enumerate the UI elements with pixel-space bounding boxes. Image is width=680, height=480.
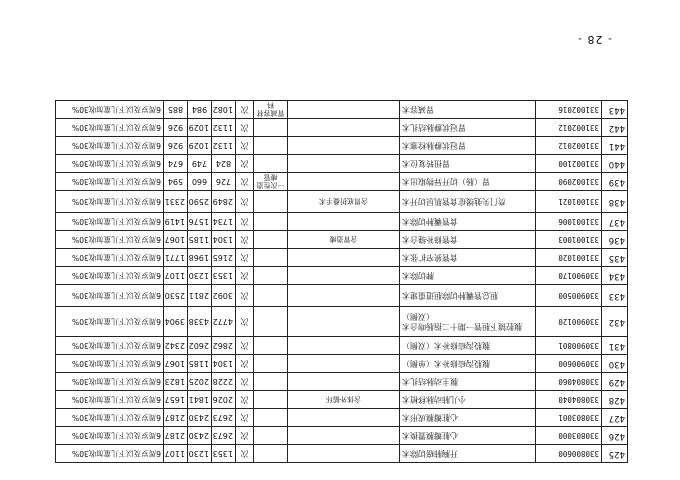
item-code: 331002090 (536, 173, 602, 191)
item-code: 330803000 (536, 427, 602, 445)
item-note: 6周岁及以下儿童加收30% (56, 445, 164, 463)
price-level-2: 2430 (188, 409, 212, 427)
item-note: 6周岁及以下儿童加收30% (56, 155, 164, 173)
row-index: 436 (602, 231, 628, 249)
row-index: 428 (602, 391, 628, 409)
price-level-3: 674 (164, 155, 188, 173)
item-code: 331002012 (536, 137, 602, 155)
table-row (56, 267, 628, 285)
price-level-1: 2165 (212, 249, 236, 267)
price-level-3: 926 (164, 119, 188, 137)
pricing-unit: 次 (236, 373, 254, 391)
item-content (288, 173, 400, 191)
row-index: 430 (602, 355, 628, 373)
price-level-3: 1107 (164, 267, 188, 285)
price-level-3: 594 (164, 173, 188, 191)
item-code: 331001006 (536, 213, 602, 231)
item-code: 330900500 (536, 285, 602, 307)
price-level-3: 885 (164, 101, 188, 119)
item-note: 6周岁及以下儿童加收30% (56, 307, 164, 337)
pricing-unit: 次 (236, 155, 254, 173)
excluded-content (254, 373, 288, 391)
item-note: 6周岁及以下儿童加收30% (56, 337, 164, 355)
pricing-unit: 次 (236, 119, 254, 137)
item-content (288, 119, 400, 137)
item-note: 6周岁及以下儿童加收30% (56, 137, 164, 155)
item-name: 胆总管囊肿切除胆道重建术 (400, 285, 536, 307)
excluded-content: 一次性造瘘管 (254, 173, 288, 191)
item-name: 心脏瓣膜置换术 (400, 427, 536, 445)
price-level-2: 660 (188, 173, 212, 191)
item-content (288, 445, 400, 463)
price-level-3: 2187 (164, 409, 188, 427)
price-level-1: 824 (212, 155, 236, 173)
excluded-content (254, 267, 288, 285)
excluded-content (254, 409, 288, 427)
pricing-unit: 次 (236, 337, 254, 355)
price-level-3: 926 (164, 137, 188, 155)
price-level-3: 1107 (164, 445, 188, 463)
row-index: 427 (602, 409, 628, 427)
price-level-2: 1841 (188, 391, 212, 409)
item-code: 330900600 (536, 355, 602, 373)
item-note: 6周岁及以下儿童加收30% (56, 101, 164, 119)
item-note: 6周岁及以下儿童加收30% (56, 249, 164, 267)
row-index: 443 (602, 101, 628, 119)
item-content (288, 267, 400, 285)
item-name: 胃减容术 (400, 101, 536, 119)
item-note: 6周岁及以下儿童加收30% (56, 391, 164, 409)
item-content (288, 249, 400, 267)
table-row (56, 231, 628, 249)
item-code: 331002016 (536, 101, 602, 119)
excluded-content (254, 155, 288, 173)
row-index: 431 (602, 337, 628, 355)
item-content: 含体外循环 (288, 391, 400, 409)
excluded-content (254, 307, 288, 337)
excluded-content (254, 119, 288, 137)
price-level-3: 1657 (164, 391, 188, 409)
excluded-content (254, 427, 288, 445)
item-code: 330804040 (536, 391, 602, 409)
table-row (56, 307, 628, 337)
item-code: 331002100 (536, 155, 602, 173)
item-name: 胃（肠）切开异物取出术 (400, 173, 536, 191)
price-level-2: 1230 (188, 267, 212, 285)
row-index: 439 (602, 173, 628, 191)
price-level-1: 1304 (212, 355, 236, 373)
price-level-1: 2673 (212, 427, 236, 445)
item-note: 6周岁及以下儿童加收30% (56, 213, 164, 231)
table-row (56, 355, 628, 373)
item-note: 6周岁及以下儿童加收30% (56, 355, 164, 373)
price-level-1: 1132 (212, 137, 236, 155)
item-content (288, 355, 400, 373)
item-name: 食管狭窄扩张术 (400, 249, 536, 267)
price-level-1: 4772 (212, 307, 236, 337)
item-content (288, 409, 400, 427)
table-row (56, 285, 628, 307)
table-row (56, 119, 628, 137)
price-level-1: 1353 (212, 445, 236, 463)
pricing-unit: 次 (236, 231, 254, 249)
item-note: 6周岁及以下儿童加收30% (56, 373, 164, 391)
excluded-content (254, 445, 288, 463)
item-code: 330803001 (536, 409, 602, 427)
item-name: 小儿肺动脉移植术 (400, 391, 536, 409)
price-level-1: 2673 (212, 409, 236, 427)
item-content (288, 101, 400, 119)
table-row (56, 137, 628, 155)
row-index: 425 (602, 445, 628, 463)
row-index: 441 (602, 137, 628, 155)
excluded-content (254, 191, 288, 213)
price-level-3: 1067 (164, 231, 188, 249)
price-level-1: 3092 (212, 285, 236, 307)
pricing-unit: 次 (236, 137, 254, 155)
row-index: 437 (602, 213, 628, 231)
item-code: 331002012 (536, 119, 602, 137)
row-index: 442 (602, 119, 628, 137)
item-content: 含胃底折叠手术 (288, 191, 400, 213)
excluded-content (254, 337, 288, 355)
item-content (288, 307, 400, 337)
pricing-unit: 次 (236, 267, 254, 285)
pricing-unit: 次 (236, 101, 254, 119)
item-name: 腹股沟疝修补术（单侧） (400, 355, 536, 373)
excluded-content (254, 213, 288, 231)
price-table (55, 100, 628, 463)
price-level-1: 726 (212, 173, 236, 191)
price-level-1: 1082 (212, 101, 236, 119)
pricing-unit: 次 (236, 427, 254, 445)
item-name: 腹腔镜下胆管一期十二指肠吻合术（双侧） (400, 307, 536, 337)
price-level-1: 2849 (212, 191, 236, 213)
price-level-2: 1029 (188, 119, 212, 137)
price-level-3: 2342 (164, 337, 188, 355)
price-level-3: 3904 (164, 307, 188, 337)
price-level-2: 1968 (188, 249, 212, 267)
price-level-2: 2025 (188, 373, 212, 391)
row-index: 432 (602, 307, 628, 337)
item-content (288, 213, 400, 231)
item-code: 330900170 (536, 267, 602, 285)
excluded-content: 胃减容材料 (254, 101, 288, 119)
pricing-unit: 次 (236, 285, 254, 307)
item-note: 6周岁及以下儿童加收30% (56, 409, 164, 427)
price-level-1: 1734 (212, 213, 236, 231)
item-name: 心脏瓣膜成形术 (400, 409, 536, 427)
table-row (56, 373, 628, 391)
price-level-3: 1771 (164, 249, 188, 267)
table-row (56, 391, 628, 409)
item-note: 6周岁及以下儿童加收30% (56, 267, 164, 285)
item-note: 6周岁及以下儿童加收30% (56, 119, 164, 137)
item-note: 6周岁及以下儿童加收30% (56, 191, 164, 213)
table-row (56, 337, 628, 355)
pricing-unit: 次 (236, 355, 254, 373)
item-name: 贲门失弛缓症食管肌层切开术 (400, 191, 536, 213)
row-index: 440 (602, 155, 628, 173)
price-level-2: 4338 (188, 307, 212, 337)
excluded-content (254, 285, 288, 307)
pricing-unit: 次 (236, 409, 254, 427)
price-level-2: 1185 (188, 355, 212, 373)
row-index: 435 (602, 249, 628, 267)
item-note: 6周岁及以下儿童加收30% (56, 173, 164, 191)
item-content (288, 155, 400, 173)
price-level-1: 1304 (212, 231, 236, 249)
item-note: 6周岁及以下儿童加收30% (56, 427, 164, 445)
price-level-2: 2602 (188, 337, 212, 355)
item-note: 6周岁及以下儿童加收30% (56, 231, 164, 249)
excluded-content (254, 391, 288, 409)
item-code: 330800600 (536, 445, 602, 463)
item-code: 331001020 (536, 249, 602, 267)
item-content (288, 427, 400, 445)
table-row (56, 445, 628, 463)
item-content: 含胃造瘘 (288, 231, 400, 249)
price-level-3: 2530 (164, 285, 188, 307)
table-row (56, 101, 628, 119)
price-level-2: 749 (188, 155, 212, 173)
table-row (56, 249, 628, 267)
item-code: 331001021 (536, 191, 602, 213)
item-code: 330804060 (536, 373, 602, 391)
pricing-unit: 次 (236, 191, 254, 213)
item-name: 脾切除术 (400, 267, 536, 285)
table-row (56, 173, 628, 191)
price-level-3: 1823 (164, 373, 188, 391)
price-level-1: 2228 (212, 373, 236, 391)
item-name: 开胸肺癌切除术 (400, 445, 536, 463)
price-level-2: 1576 (188, 213, 212, 231)
row-index: 426 (602, 427, 628, 445)
item-name: 腹主动脉结扎术 (400, 373, 536, 391)
table-row (56, 427, 628, 445)
pricing-unit: 次 (236, 213, 254, 231)
pricing-unit: 次 (236, 249, 254, 267)
table-row (56, 191, 628, 213)
price-level-2: 1230 (188, 445, 212, 463)
item-content (288, 373, 400, 391)
price-level-2: 2590 (188, 191, 212, 213)
item-code: 331001003 (536, 231, 602, 249)
price-level-1: 2026 (212, 391, 236, 409)
item-content (288, 137, 400, 155)
excluded-content (254, 249, 288, 267)
table-row (56, 409, 628, 427)
price-level-2: 1185 (188, 231, 212, 249)
price-level-2: 2430 (188, 427, 212, 445)
row-index: 429 (602, 373, 628, 391)
excluded-content (254, 137, 288, 155)
table-row (56, 213, 628, 231)
pricing-unit: 次 (236, 307, 254, 337)
item-name: 腹股沟疝修补术（双侧） (400, 337, 536, 355)
price-level-3: 1067 (164, 355, 188, 373)
item-name: 食管囊肿切除术 (400, 213, 536, 231)
price-level-1: 1353 (212, 267, 236, 285)
item-name: 胃冠状静脉栓塞术 (400, 137, 536, 155)
item-note: 6周岁及以下儿童加收30% (56, 285, 164, 307)
pricing-unit: 次 (236, 445, 254, 463)
price-level-2: 2811 (188, 285, 212, 307)
price-level-1: 1132 (212, 119, 236, 137)
price-level-3: 2331 (164, 191, 188, 213)
price-level-3: 1419 (164, 213, 188, 231)
item-content (288, 285, 400, 307)
page-number: - 28 - (577, 33, 612, 46)
row-index: 433 (602, 285, 628, 307)
item-name: 胃冠状静脉结扎术 (400, 119, 536, 137)
table-row (56, 155, 628, 173)
item-name: 食管修补缝合术 (400, 231, 536, 249)
excluded-content (254, 231, 288, 249)
price-level-3: 2187 (164, 427, 188, 445)
excluded-content (254, 355, 288, 373)
row-index: 434 (602, 267, 628, 285)
item-content (288, 337, 400, 355)
item-name: 胃扭转复位术 (400, 155, 536, 173)
row-index: 438 (602, 191, 628, 213)
price-level-2: 984 (188, 101, 212, 119)
price-level-1: 2862 (212, 337, 236, 355)
pricing-unit: 次 (236, 391, 254, 409)
price-level-2: 1029 (188, 137, 212, 155)
pricing-unit: 次 (236, 173, 254, 191)
item-code: 330900801 (536, 337, 602, 355)
item-code: 330900120 (536, 307, 602, 337)
